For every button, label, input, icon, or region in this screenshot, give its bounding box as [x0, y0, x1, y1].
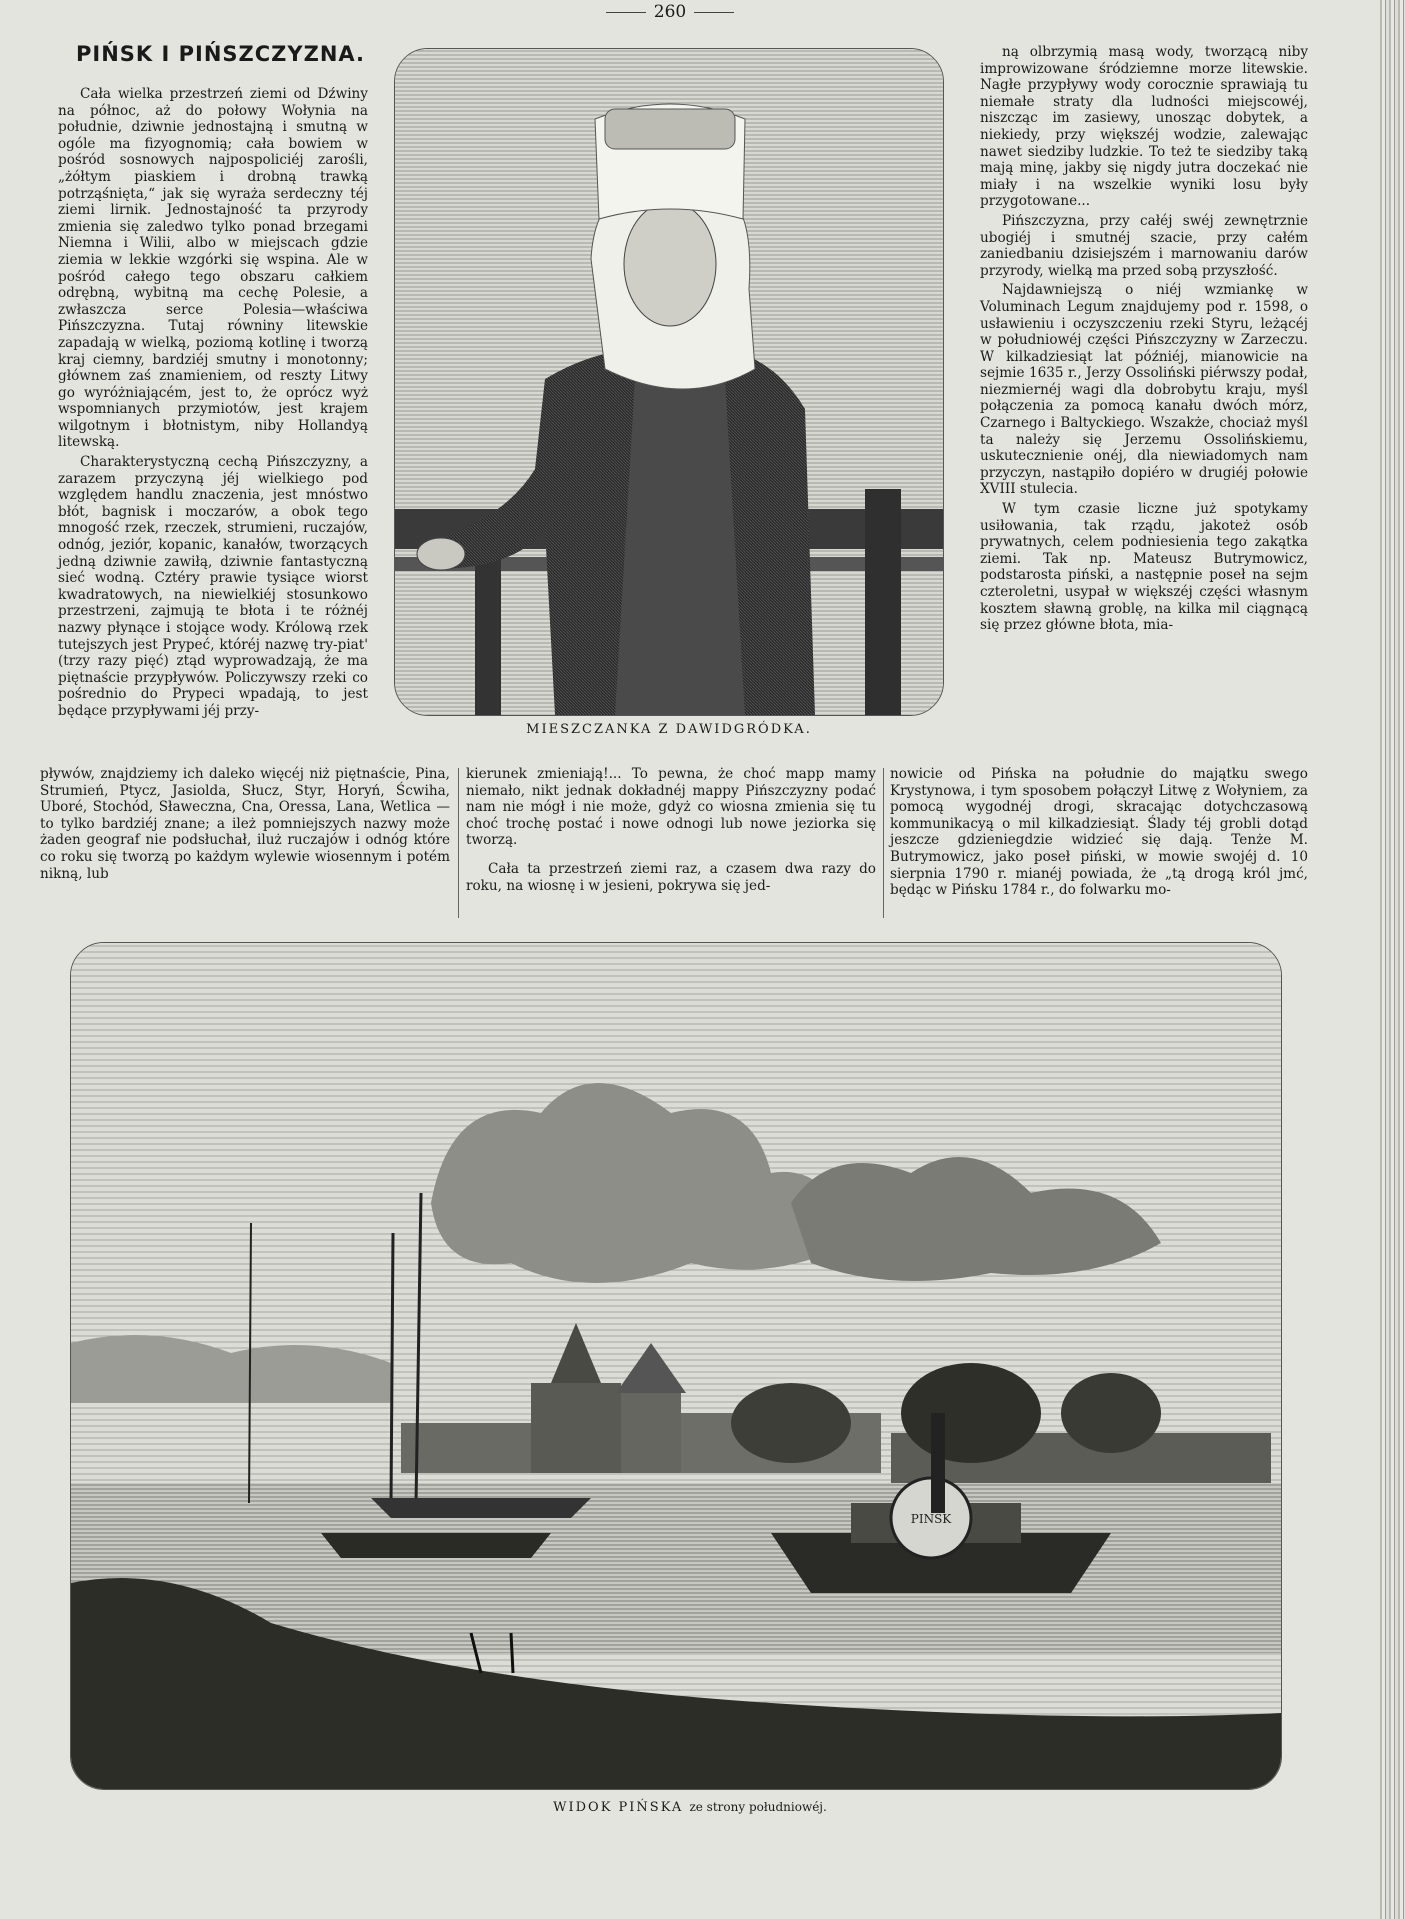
column-divider [883, 768, 884, 918]
pinsk-view-illustration [71, 943, 1281, 1789]
paragraph: Charakterystyczną cechą Pińszczyzny, a zarazem przyczyną jéj wielkiego pod względem handlu znaczenia, jest mnóstwo błót, bagnisk i moczarów, a obok tego mnogość rzek, rzeczek, strumieni, ruczajów, odnóg, jeziór, kopanic, kanałów, tworzących jedną dziwnie zawiłą, dziwnie fantastyczną sieć wodną. Cztéry prawie tysiące wiorst kwadratowych, na niewielkiéj stosunkowo przestrzeni, zajmują te błota i te różnéj nazwy płynące i stojące wody. Królową rzek tutejszych jest Prypeć, któréj nazwę try-piat' (trzy razy pięć) ztąd wyprowadzają, że ma piętnaście przypływów. Policzywszy rzeki co pośrednio do Prypeci wpadają, to jest będące przypływami jéj przy- [58, 454, 368, 719]
text-column-wide-3 [890, 766, 1308, 899]
text-column-3 [980, 44, 1308, 634]
paragraph: W tym czasie liczne już spotykamy usiłowania, tak rządu, jakoteż osób prywatnych, celem podniesienia tego zakątka ziemi. Tak np. Mateusz Butrymowicz, podstarosta piński, a następnie poseł na sejm czteroletni, usypał w większéj części własnym kosztem sławną groblę, na kilka mil ciągnącą się przez główne błota, mia- [980, 501, 1308, 634]
paragraph: Cała ta przestrzeń ziemi raz, a czasem dwa razy do roku, na wiosnę i w jesieni, pokrywa się jed- [466, 860, 876, 894]
pinsk-view-engraving [70, 942, 1282, 1790]
portrait-caption: MIESZCZANKA Z DAWIDGRÓDKA. [526, 722, 812, 737]
paragraph: Cała wielka przestrzeń ziemi od Dźwiny na północ, aż do połowy Wołynia na południe, dziwnie jednostajną i smutną w ogóle ma fizyognomią; cała bowiem w pośród sosnowych najpospoliciéj zarośli, „żółtym piaskiem i drobną trawką potrząśnięta,“ jak się wyraża serdeczny téj ziemi lirnik. Jednostajność ta przyrody zmienia się zaledwo tylko ponad brzegami Niemna i Wilii, albo w miejscach gdzie ziemia w lekkie wzgórki się wspina. Ale w pośród całego tego obszaru całkiem odrębną, wybitną ma cechę Polesie, a zwłaszcza serce Polesia—właściwa Pińszczyzna. Tutaj równiny litewskie zapadają w wielką, poziomą kotlinę i tworzą kraj ciemny, bardziéj smutny i monotonny; głównem zaś znamieniem, od reszty Litwy go wyróżniającém, jest to, że oprócz wyż wspomnianych przymiotów, jest krajem wilgotnym i błotnistym, niby Hollandyą litewską. [58, 86, 368, 451]
paragraph: nowicie od Pińska na południe do majątku swego Krystynowa, i tym sposobem połączył Litwę z Wołyniem, za pomocą wygodnéj drogi, skracając dotychczasową kommunikacyą o mil kilkadziesiąt. Ślady téj grobli dotąd jeszcze gdzieniegdzie widzieć się dają. Tenże M. Butrymowicz, jako poseł piński, w mowie swojéj d. 10 sierpnia 1790 r. mianéj powiada, że „tą drogą król jmć, będąc w Pińsku 1784 r., do folwarku mo- [890, 766, 1308, 899]
portrait-engraving [394, 48, 944, 716]
paragraph: Pińszczyzna, przy całéj swéj zewnętrznie ubogiéj i smutnéj szacie, przy całém zaniedbaniu dzisiejszém i marnowaniu darów przyrody, wielką ma przed sobą przyszłość. [980, 212, 1308, 279]
paragraph: ną olbrzymią masą wody, tworzącą niby improwizowane śródziemne morze litewskie. Nagłe przypływy wody corocznie sprawiają tu niemałe straty dla ludności miejscowéj, niszcząc im zasiewy, unosząc dobytek, a niekiedy, przy większéj wodzie, zalewając nawet siedziby ludzkie. To też te siedziby taką mają minę, jakby się nigdy jutra doczekać nie miały i na wszelkie wyniki losu były przygotowane... [980, 44, 1308, 210]
column-divider [458, 768, 459, 918]
paragraph: kierunek zmieniają!... To pewna, że choć mapp mamy niemało, nikt jednak dokładnéj mappy Pińszczyzny podać nam nie mógł i nie może, gdyż co wiosna zmienia się tu choć trochę postać i nowe odnogi lub nowe jeziorka się tworzą. [466, 766, 876, 849]
text-column-1 [58, 86, 368, 720]
paragraph: pływów, znajdziemy ich daleko więcéj niż piętnaście, Pina, Strumień, Ptycz, Jasiolda, Słucz, Styr, Horyń, Ścwiha, Uboré, Stochód, Sławeczna, Cna, Oressa, Lana, Wetlica — to tylko bardziéj znane; a ileż pomniejszych nazwy może żaden geograf nie podsłuchał, iluż ruczajów i odnóg które co roku się tworzą po każdym wylewie wiosennym i potém nikną, lub [40, 766, 450, 882]
text-column-wide-2 [466, 766, 876, 894]
paragraph: Najdawniejszą o niéj wzmiankę w Voluminach Legum znajdujemy pod r. 1598, o usławieniu i oczyszczeniu rzeki Styru, leżącéj w południowéj części Pińszczyzny w Zarzeczu. W kilkadziesiąt lat późniéj, mianowicie na sejmie 1635 r., Jerzy Ossoliński piérwszy podał, niezmiernéj wagi dla dobrobytu kraju, myśl połączenia za pomocą kanału dwóch mórz, Czarnego i Baltyckiego. Wszakże, chociaż myśl ta należy się Jerzemu Ossolińskiemu, uskutecznienie onéj, dla niewiadomych nam przyczyn, nastąpiło dopiéro w drugiéj połowie XVIII stulecia. [980, 282, 1308, 498]
caption-main: WIDOK PIŃSKA [553, 1800, 684, 1815]
pinsk-view-caption [80, 1800, 1300, 1815]
article-title: PIŃSK I PIŃSZCZYZNA. [76, 42, 366, 66]
portrait-illustration [395, 49, 943, 715]
steamer-name: PINSK [910, 1512, 952, 1526]
page-edge [1380, 0, 1405, 1919]
caption-sub: ze strony południowéj. [689, 1800, 827, 1814]
text-column-wide-1 [40, 766, 450, 882]
page-number: 260 [590, 2, 750, 22]
